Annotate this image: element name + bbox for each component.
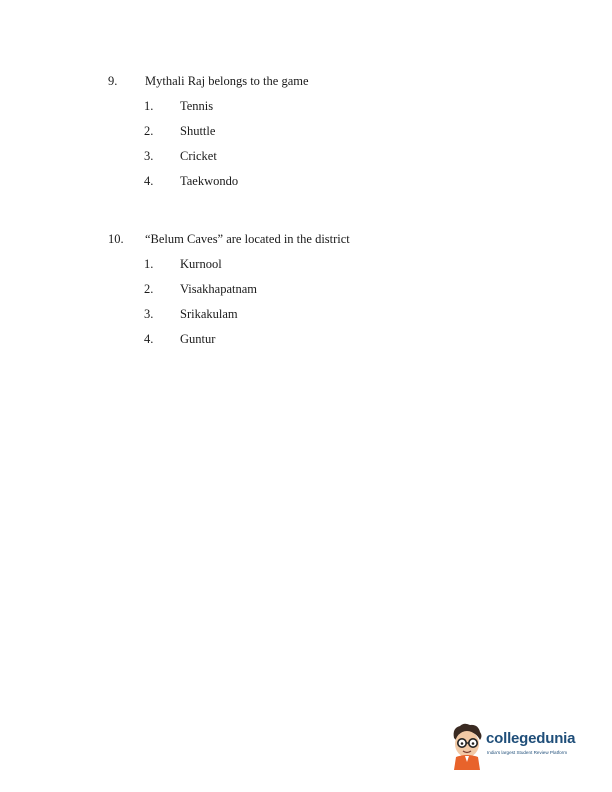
option-number: 2. (144, 282, 154, 296)
option-list (0, 255, 612, 355)
option-number: 3. (144, 307, 154, 321)
question-number: 10. (108, 232, 124, 246)
collegedunia-logo (448, 720, 588, 772)
option-text: Tennis (180, 99, 214, 113)
option-item (0, 122, 612, 147)
option-text: Guntur (180, 332, 216, 346)
option-item (0, 280, 612, 305)
option-number: 2. (144, 124, 154, 138)
question-text: Mythali Raj belongs to the game (145, 74, 309, 88)
option-number: 1. (144, 99, 154, 113)
logo-tagline: India's largest Student Review Platform (487, 750, 568, 755)
option-item (0, 97, 612, 122)
logo-wordmark: collegedunia (486, 730, 576, 747)
option-number: 4. (144, 174, 154, 188)
option-number: 3. (144, 149, 154, 163)
question-9 (0, 72, 612, 197)
option-item (0, 255, 612, 280)
option-number: 1. (144, 257, 154, 271)
option-text: Shuttle (180, 124, 216, 138)
mascot-icon (448, 720, 488, 772)
option-list (0, 97, 612, 197)
option-text: Visakhapatnam (180, 282, 258, 296)
option-item (0, 172, 612, 197)
option-number: 4. (144, 332, 154, 346)
option-text: Taekwondo (180, 174, 239, 188)
question-line (0, 230, 612, 248)
question-10 (0, 230, 612, 355)
option-text: Srikakulam (180, 307, 238, 321)
question-number: 9. (108, 74, 118, 88)
question-line (0, 72, 612, 90)
option-text: Cricket (180, 149, 217, 163)
option-item (0, 147, 612, 172)
option-text: Kurnool (180, 257, 222, 271)
option-item (0, 305, 612, 330)
option-item (0, 330, 612, 355)
question-text: “Belum Caves” are located in the district (145, 232, 350, 246)
